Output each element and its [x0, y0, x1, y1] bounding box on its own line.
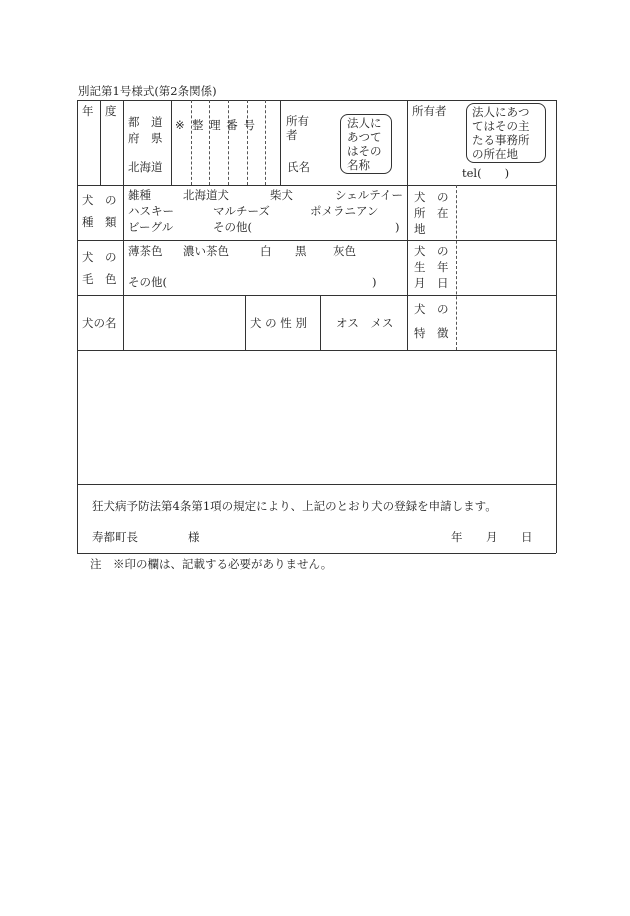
corp-address-note-2: てはその主 — [472, 119, 530, 133]
prefecture-hokkaido: 北海道 — [128, 160, 163, 174]
location-label-2: 所 在 — [414, 206, 449, 220]
coat-dark-brown[interactable]: 濃い茶色 — [183, 244, 229, 258]
location-label-3: 地 — [414, 222, 426, 236]
owner-name-label: 氏名 — [287, 160, 310, 174]
owner-label: 所有者 — [286, 114, 309, 142]
breed-other[interactable]: その他( — [213, 220, 252, 234]
date-day: 日 — [521, 530, 533, 544]
date-year: 年 — [451, 530, 463, 544]
corp-name-note-4: 名称 — [347, 158, 370, 172]
honorific-sama: 様 — [188, 530, 200, 544]
breed-label-1: 犬 の — [82, 193, 117, 207]
coat-other-close: ) — [372, 275, 377, 289]
breed-pomeranian[interactable]: ポメラニアン — [310, 204, 379, 218]
breed-beagle[interactable]: ビーグル — [128, 220, 174, 234]
corp-name-note-2: あつて — [347, 130, 382, 144]
coat-other[interactable]: その他( — [128, 275, 167, 289]
coat-label-2: 毛 色 — [82, 272, 117, 286]
dog-sex-options[interactable]: オス メス — [336, 316, 394, 330]
corp-address-note-4: の所在地 — [472, 147, 518, 161]
birth-label-3: 月 日 — [414, 276, 449, 290]
mayor-label: 寿都町長 — [92, 530, 138, 544]
breed-label-2: 種 類 — [82, 215, 117, 229]
location-label-1: 犬 の — [414, 190, 449, 204]
breed-other-close: ) — [395, 220, 400, 234]
coat-light-brown[interactable]: 薄茶色 — [128, 244, 163, 258]
breed-sheltie[interactable]: シェルテイー — [335, 188, 403, 202]
breed-hokkaido[interactable]: 北海道犬 — [183, 188, 229, 202]
feature-label-1: 犬 の — [414, 302, 449, 316]
birth-label-2: 生 年 — [414, 260, 449, 274]
form-title: 別記第1号様式(第2条関係) — [78, 84, 217, 98]
birth-label-1: 犬 の — [414, 244, 449, 258]
serial-mark: ※ — [175, 118, 185, 132]
feature-label-2: 特 徴 — [414, 326, 449, 340]
date-month: 月 — [486, 530, 498, 544]
breed-husky[interactable]: ハスキー — [128, 204, 174, 218]
coat-black[interactable]: 黒 — [295, 244, 307, 258]
coat-white[interactable]: 白 — [260, 244, 272, 258]
serial-number-label: 整 理 番 号 — [192, 118, 256, 132]
breed-mixed[interactable]: 雑種 — [128, 188, 151, 202]
breed-shiba[interactable]: 柴犬 — [270, 188, 293, 202]
owner-address-label: 所有者 — [412, 104, 447, 118]
declaration-text: 狂犬病予防法第4条第1項の規定により、上記のとおり犬の登録を申請します。 — [92, 499, 497, 513]
degree-label: 度 — [105, 104, 117, 118]
form-note: 注 ※印の欄は、記載する必要がありません。 — [90, 557, 333, 571]
coat-gray[interactable]: 灰色 — [333, 244, 356, 258]
corp-name-note-3: はその — [347, 144, 382, 158]
coat-label-1: 犬 の — [82, 250, 117, 264]
dog-name-label: 犬の名 — [82, 316, 117, 330]
dog-sex-label: 犬 の 性 別 — [250, 316, 307, 330]
tel-field[interactable]: tel( ) — [462, 166, 510, 180]
year-label: 年 — [82, 104, 94, 118]
corp-address-note-1: 法人にあつ — [472, 105, 530, 119]
prefecture-line1: 都 道 — [128, 115, 163, 129]
breed-maltese[interactable]: マルチーズ — [213, 204, 270, 218]
corp-address-note-3: たる事務所 — [472, 133, 530, 147]
prefecture-line2: 府 県 — [128, 131, 163, 145]
corp-name-note-1: 法人に — [347, 116, 382, 130]
